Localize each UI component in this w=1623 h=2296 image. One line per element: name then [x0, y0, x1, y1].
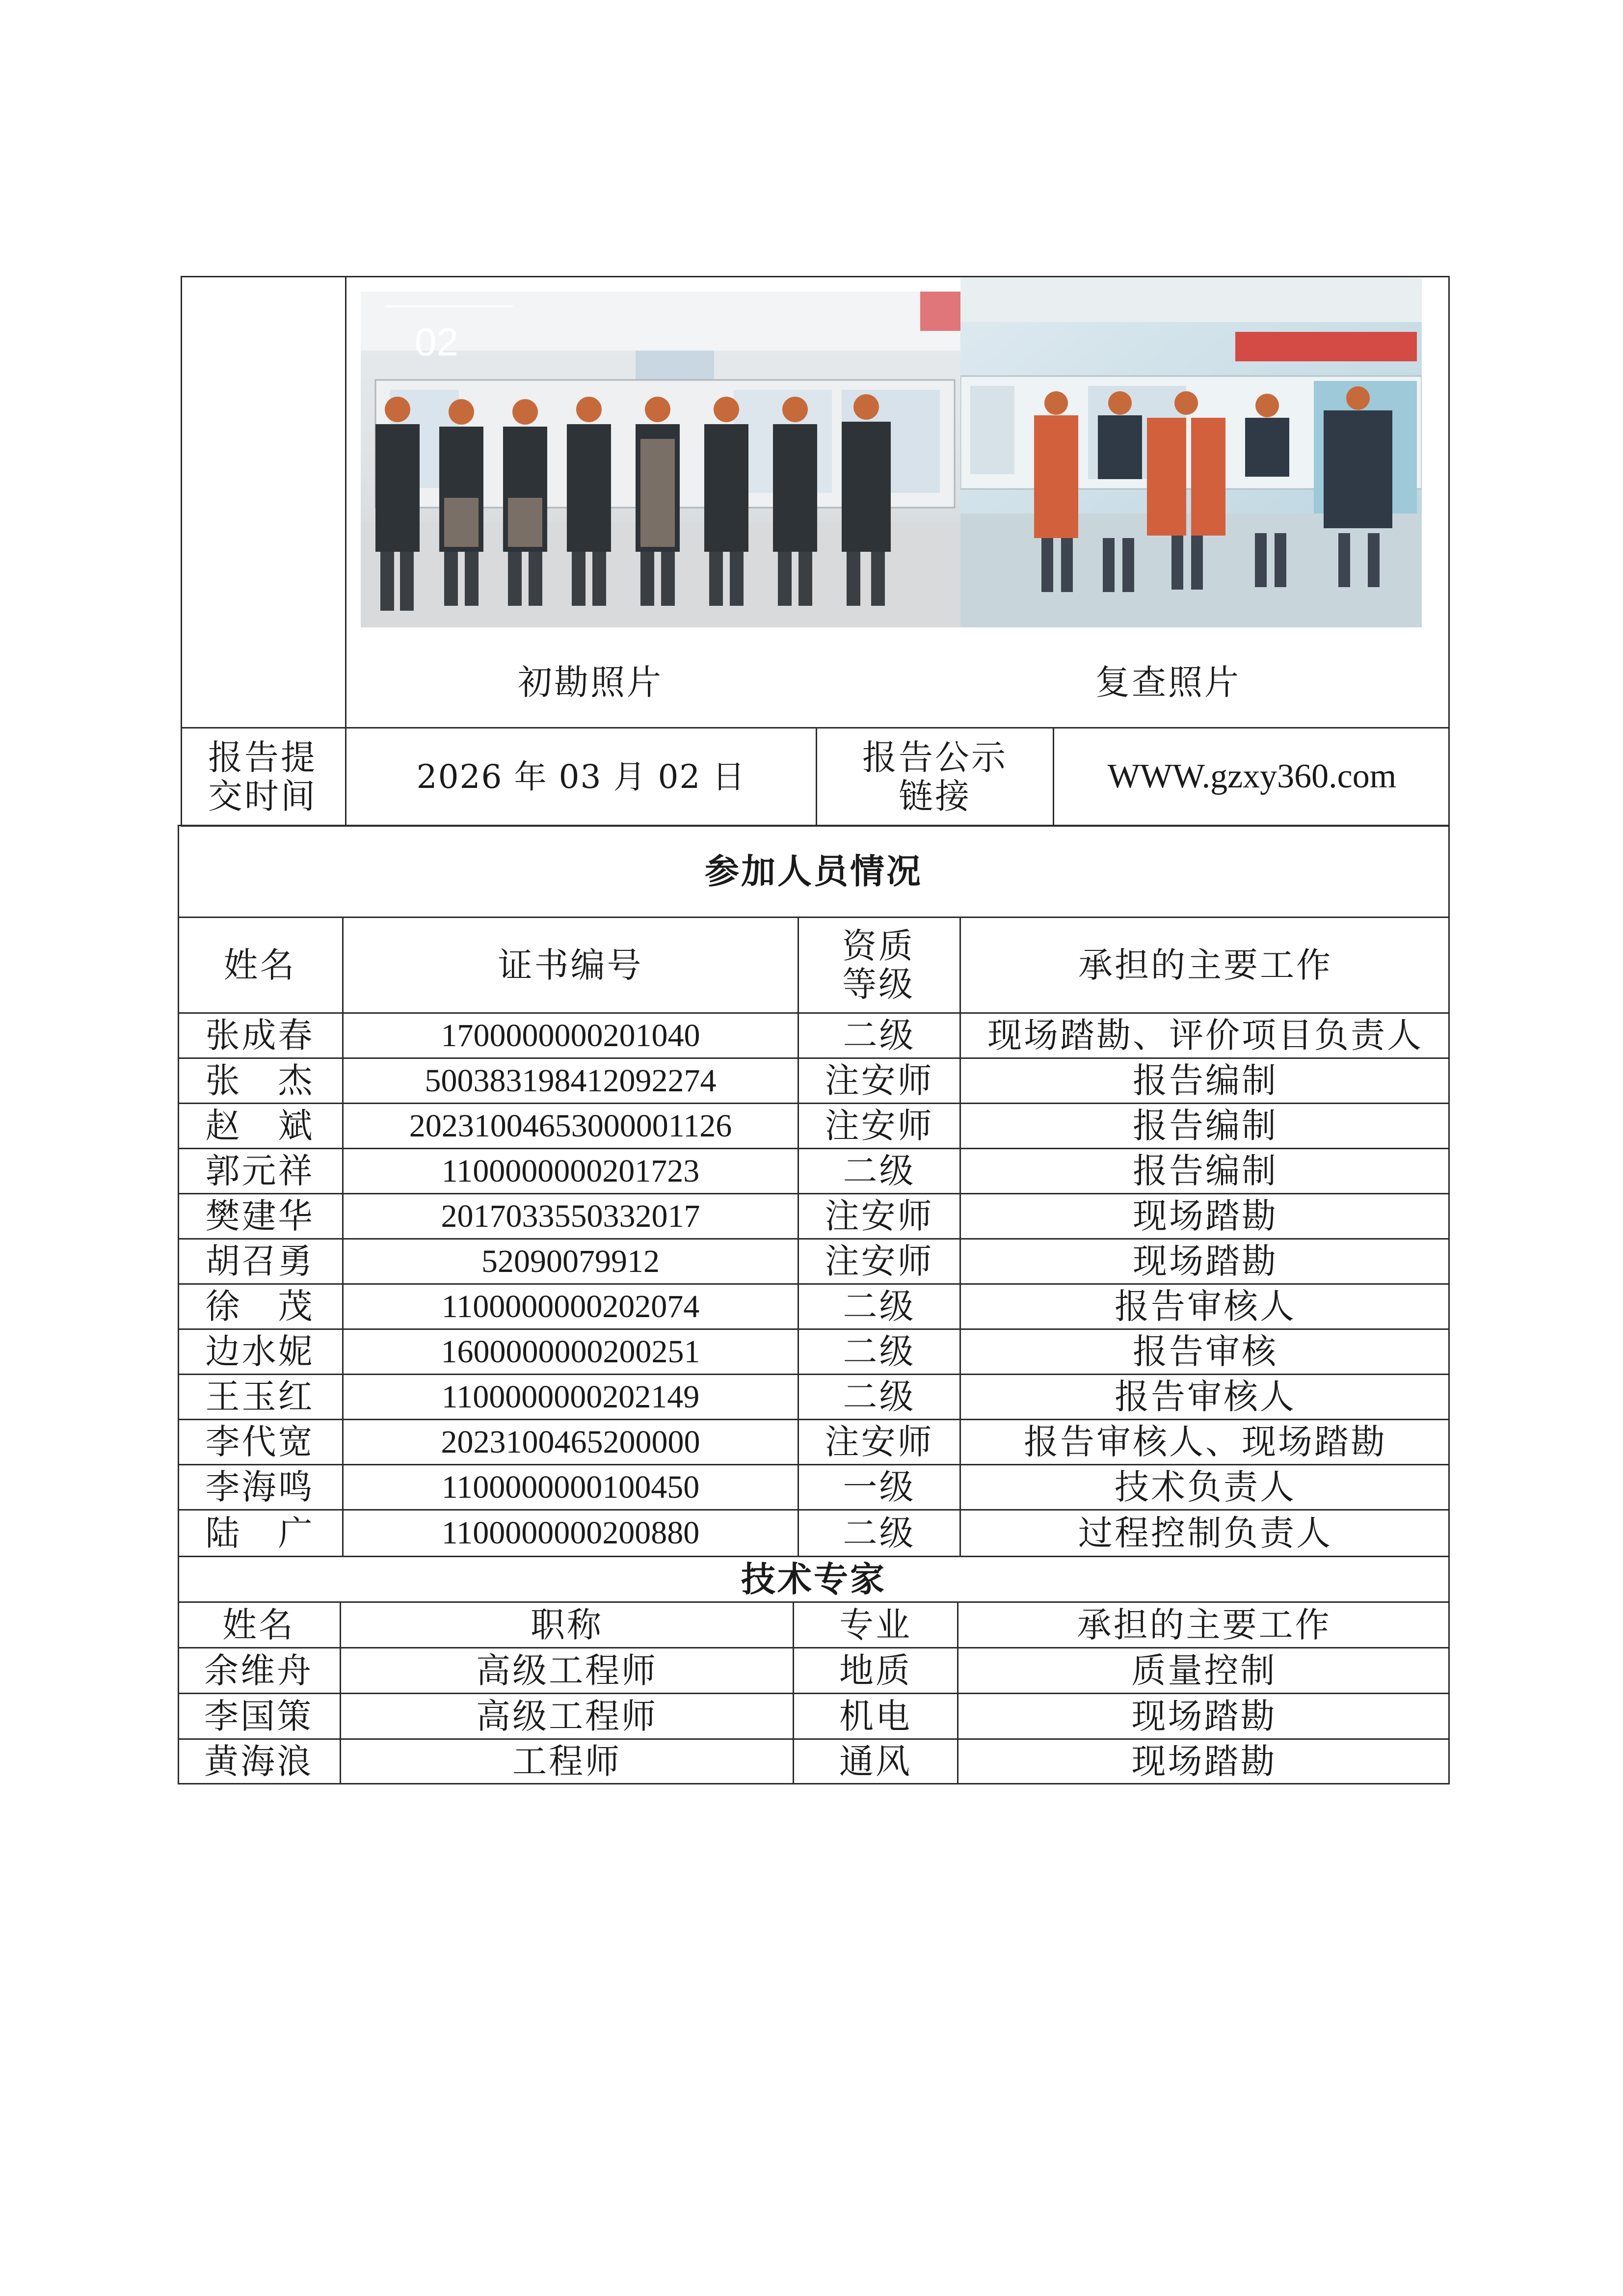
expert-major: 机电	[839, 1696, 912, 1736]
participant-cert: 2023100465200000	[441, 1424, 700, 1460]
experts-title: 技术专家	[741, 1558, 886, 1599]
participant-level: 一级	[843, 1467, 916, 1508]
participant-cert: 1600000000200251	[441, 1333, 700, 1370]
initial-photo-caption: 初勘照片	[518, 662, 663, 702]
participant-name: 李代宽	[205, 1422, 315, 1462]
initial-survey-photo	[361, 292, 962, 627]
participant-work: 报告编制	[1133, 1060, 1278, 1101]
participant-name: 边水妮	[205, 1331, 315, 1372]
participant-cert: 1100000000201723	[441, 1153, 700, 1189]
participant-name: 胡召勇	[205, 1241, 315, 1282]
expert-major: 地质	[839, 1650, 912, 1691]
report-col-line-2	[816, 727, 817, 826]
participant-cert: 2017033550332017	[441, 1198, 700, 1234]
participant-work: 技术负责人	[1115, 1467, 1296, 1508]
review-photo	[960, 278, 1422, 627]
participant-work: 报告审核	[1133, 1331, 1278, 1372]
participant-name: 徐 茂	[205, 1286, 315, 1327]
header-main-work: 承担的主要工作	[1078, 945, 1332, 985]
expert-title: 工程师	[512, 1741, 621, 1782]
header-cert-number: 证书编号	[498, 945, 643, 985]
expert-name: 李国策	[204, 1696, 313, 1736]
participant-cert: 1100000000100450	[441, 1469, 700, 1505]
participant-level: 注安师	[825, 1106, 934, 1146]
participant-level: 二级	[843, 1286, 916, 1327]
expert-header-work: 承担的主要工作	[1077, 1604, 1331, 1645]
participant-name: 张成春	[205, 1015, 315, 1056]
participant-name: 王玉红	[205, 1377, 315, 1417]
participant-name: 樊建华	[205, 1196, 315, 1237]
participant-name: 郭元祥	[205, 1151, 315, 1191]
expert-title: 高级工程师	[476, 1650, 658, 1691]
participant-level: 二级	[843, 1015, 916, 1056]
participants-title: 参加人员情况	[705, 850, 923, 891]
expert-header-title: 职称	[531, 1604, 603, 1645]
header-qualification: 资质等级	[842, 925, 915, 1004]
participant-work: 报告编制	[1133, 1106, 1278, 1146]
expert-header-major: 专业	[839, 1604, 912, 1645]
participant-name: 赵 斌	[205, 1106, 315, 1146]
expert-work: 现场踏勘	[1131, 1741, 1277, 1782]
participant-cert: 52090079912	[481, 1243, 660, 1279]
expert-title: 高级工程师	[476, 1696, 658, 1736]
participant-work: 过程控制负责人	[1078, 1513, 1332, 1553]
participant-cert: 20231004653000001126	[409, 1107, 732, 1144]
participant-work: 报告编制	[1133, 1151, 1278, 1191]
expert-name: 余维舟	[204, 1650, 313, 1691]
expert-work: 质量控制	[1131, 1650, 1277, 1691]
participant-level: 二级	[843, 1151, 916, 1191]
participant-work: 现场踏勘	[1133, 1196, 1278, 1237]
participant-level: 注安师	[825, 1422, 934, 1462]
review-photo-caption: 复查照片	[1095, 662, 1241, 702]
publish-link[interactable]: WWW.gzxy360.com	[1107, 757, 1397, 796]
expert-header-name: 姓名	[222, 1604, 295, 1645]
participant-cert: 1100000000202149	[441, 1378, 700, 1415]
participant-work: 报告审核人	[1115, 1377, 1296, 1417]
participant-level: 二级	[843, 1377, 916, 1417]
participant-level: 二级	[843, 1331, 916, 1372]
participant-name: 陆 广	[205, 1513, 315, 1553]
participant-work: 报告审核人、现场踏勘	[1024, 1422, 1387, 1462]
participant-name: 李海鸣	[205, 1467, 315, 1508]
participant-cert: 1100000000202074	[441, 1288, 700, 1324]
photo-date-stamp: 02	[415, 320, 458, 364]
header-name: 姓名	[223, 945, 296, 985]
participant-level: 二级	[843, 1513, 916, 1553]
participant-work: 报告审核人	[1115, 1286, 1296, 1327]
publish-link-label: 报告公示链接	[862, 737, 1008, 816]
expert-name: 黄海浪	[204, 1741, 313, 1782]
participant-level: 注安师	[825, 1060, 934, 1101]
participant-name: 张 杰	[205, 1060, 315, 1101]
expert-major: 通风	[839, 1741, 912, 1782]
participant-level: 注安师	[825, 1196, 934, 1237]
participant-cert: 500383198412092274	[425, 1062, 717, 1099]
participant-work: 现场踏勘、评价项目负责人	[987, 1015, 1423, 1056]
expert-work: 现场踏勘	[1131, 1696, 1277, 1736]
participant-level: 注安师	[825, 1241, 934, 1282]
participant-cert: 1700000000201040	[441, 1017, 700, 1053]
participant-work: 现场踏勘	[1133, 1241, 1278, 1282]
participant-cert: 1100000000200880	[441, 1515, 700, 1551]
submit-time-label: 报告提交时间	[208, 737, 317, 816]
submit-date: 2026 年 03 月 02 日	[416, 757, 746, 796]
